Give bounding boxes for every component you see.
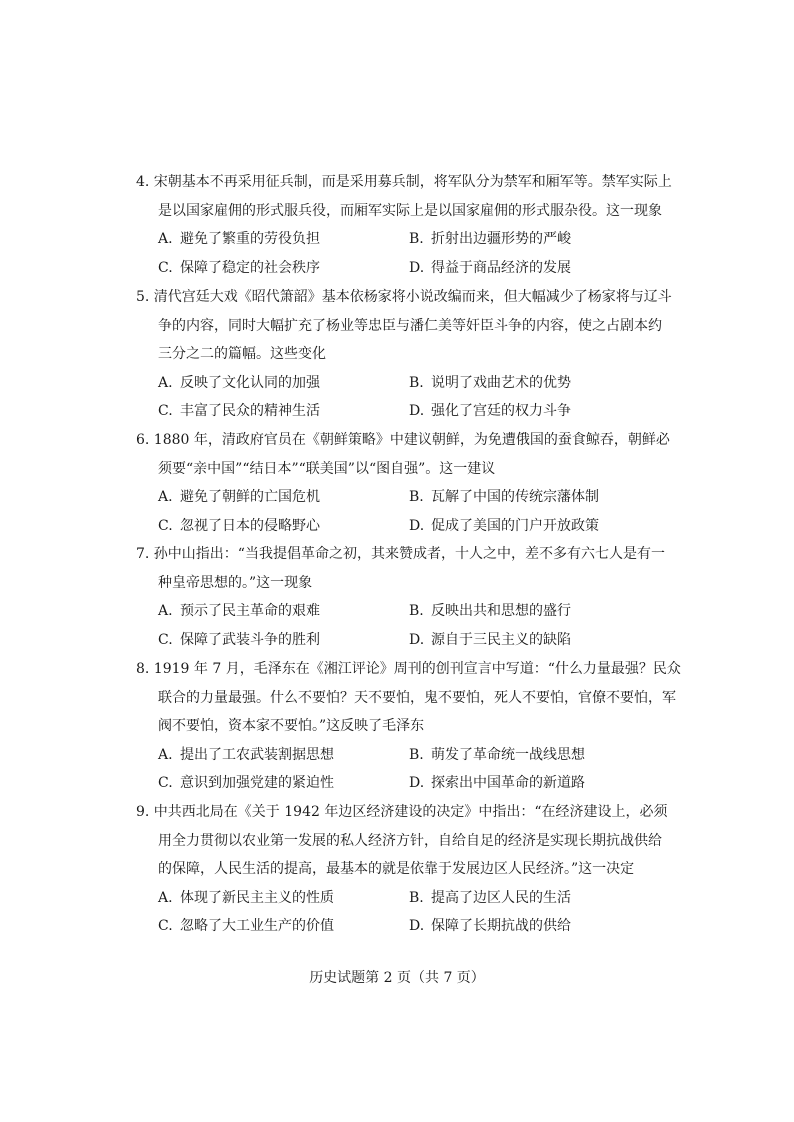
option-b[interactable]: B. 折射出边疆形势的严峻 <box>409 231 571 248</box>
question-6 <box>136 426 670 540</box>
option-c[interactable]: C. 忽略了大工业生产的价值 <box>158 918 334 935</box>
option-a[interactable]: A. 反映了文化认同的加强 <box>158 374 320 391</box>
question-stem-line: 4. 宋朝基本不再采用征兵制，而是采用募兵制，将军队分为禁军和厢军等。禁军实际上 <box>136 174 672 190</box>
question-stem-line: 是以国家雇佣的形式服兵役，而厢军实际上是以国家雇佣的形式服杂役。这一现象 <box>158 202 662 219</box>
option-a[interactable]: A. 体现了新民主主义的性质 <box>158 889 334 906</box>
question-stem-line: 5. 清代宫廷大戏《昭代箫韶》基本依杨家将小说改编而来，但大幅减少了杨家将与辽斗 <box>136 289 672 305</box>
option-list <box>136 741 666 798</box>
option-b[interactable]: B. 瓦解了中国的传统宗藩体制 <box>409 489 599 506</box>
option-d[interactable]: D. 保障了长期抗战的供给 <box>409 918 571 935</box>
question-8 <box>136 655 681 798</box>
question-stem-line: 阀不要怕，资本家不要怕。”这反映了毛泽东 <box>158 718 425 735</box>
question-stem-line: 种皇帝思想的。”这一现象 <box>158 574 313 591</box>
option-b[interactable]: B. 反映出共和思想的盛行 <box>409 603 571 620</box>
question-stem-line: 9. 中共西北局在《关于 1942 年边区经济建设的决定》中指出：“在经济建设上，必须 <box>136 804 668 820</box>
option-a[interactable]: A. 避免了繁重的劳役负担 <box>158 231 320 248</box>
option-list <box>136 225 666 282</box>
option-d[interactable]: D. 促成了美国的门户开放政策 <box>409 517 599 534</box>
option-d[interactable]: D. 强化了宫廷的权力斗争 <box>409 403 571 420</box>
option-list <box>136 369 666 426</box>
question-stem-line: 三分之二的篇幅。这些变化 <box>158 346 326 363</box>
page-footer: 历史试题第 2 页（共 7 页） <box>309 970 485 986</box>
option-list <box>136 483 666 540</box>
option-a[interactable]: A. 预示了民主革命的艰难 <box>158 603 320 620</box>
question-stem-line: 须要“亲中国”“结日本”“联美国”以“图自强”。这一建议 <box>158 460 496 477</box>
option-d[interactable]: D. 探索出中国革命的新道路 <box>409 775 585 792</box>
option-a[interactable]: A. 避免了朝鲜的亡国危机 <box>158 489 320 506</box>
question-stem-line: 用全力贯彻以农业第一发展的私人经济方针，自给自足的经济是实现长期抗战供给 <box>158 832 662 849</box>
question-stem-line: 7. 孙中山指出：“当我提倡革命之初，其来赞成者，十人之中，差不多有六七人是有一 <box>136 546 665 562</box>
option-b[interactable]: B. 萌发了革命统一战线思想 <box>409 746 585 763</box>
option-d[interactable]: D. 源自于三民主义的缺陷 <box>409 631 571 648</box>
option-c[interactable]: C. 保障了武装斗争的胜利 <box>158 631 320 648</box>
option-c[interactable]: C. 意识到加强党建的紧迫性 <box>158 775 334 792</box>
question-stem-line: 争的内容，同时大幅扩充了杨业等忠臣与潘仁美等奸臣斗争的内容，使之占剧本约 <box>158 317 662 334</box>
option-c[interactable]: C. 丰富了民众的精神生活 <box>158 403 320 420</box>
question-stem-line: 的保障，人民生活的提高，最基本的就是依靠于发展边区人民经济。”这一决定 <box>158 861 635 878</box>
question-stem-line: 联合的力量最强。什么不要怕？天不要怕，鬼不要怕，死人不要怕，官僚不要怕，军 <box>158 689 676 706</box>
question-5 <box>136 283 672 426</box>
option-b[interactable]: B. 说明了戏曲艺术的优势 <box>409 374 571 391</box>
question-4 <box>136 168 672 282</box>
option-b[interactable]: B. 提高了边区人民的生活 <box>409 889 571 906</box>
option-a[interactable]: A. 提出了工农武装割据思想 <box>158 746 334 763</box>
option-c[interactable]: C. 保障了稳定的社会秩序 <box>158 259 320 276</box>
option-d[interactable]: D. 得益于商品经济的发展 <box>409 259 571 276</box>
question-stem-line: 6. 1880 年，清政府官员在《朝鲜策略》中建议朝鲜，为免遭俄国的蚕食鲸吞，朝鲜必 <box>136 432 670 448</box>
option-list <box>136 884 666 941</box>
question-stem-line: 8. 1919 年 7 月，毛泽东在《湘江评论》周刊的创刊宣言中写道：“什么力量最强？民众 <box>136 661 681 677</box>
question-9 <box>136 798 666 941</box>
option-list <box>136 597 666 654</box>
option-c[interactable]: C. 忽视了日本的侵略野心 <box>158 517 320 534</box>
question-7 <box>136 540 666 654</box>
